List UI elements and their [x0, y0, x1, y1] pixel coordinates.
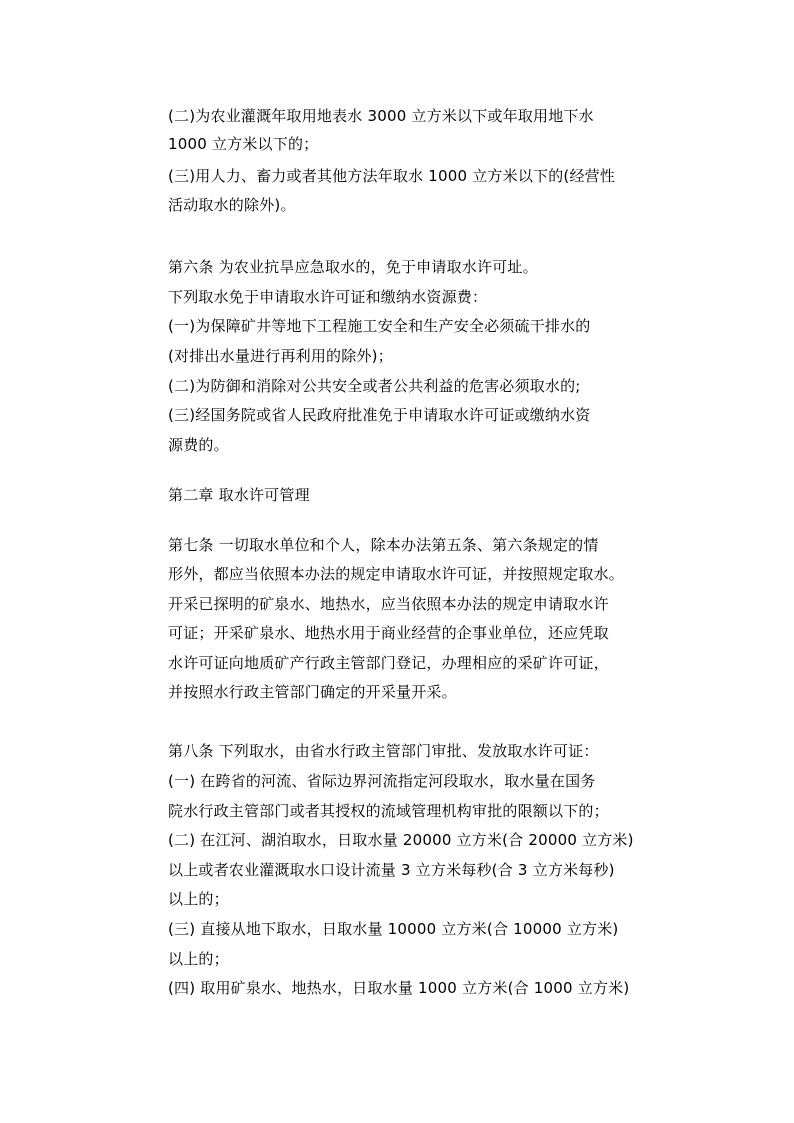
text-line: 可证；开采矿泉水、地热水用于商业经营的企事业单位，还应凭取	[168, 624, 609, 642]
text-line: (一)为保障矿井等地下工程施工安全和生产安全必须硫干排水的	[168, 317, 591, 335]
text-line: 开采已探明的矿泉水、地热水，应当依照本办法的规定申请取水许	[168, 595, 609, 613]
text-line: (二)为防御和消除对公共安全或者公共利益的危害必须取水的;	[168, 377, 581, 395]
text-line: 下列取水免于申请取水许可证和缴纳水资源费：	[168, 288, 488, 306]
text-line: 第六条 为农业抗旱应急取水的，免于申请取水许可址。	[168, 258, 538, 276]
text-line: 以上的；	[168, 950, 229, 968]
text-line: 并按照水行政主管部门确定的开采量开采。	[168, 683, 457, 701]
text-line: 以上或者农业灌溉取水口设计流量 3 立方米每秒(合 3 立方米每秒)	[168, 861, 615, 879]
text-line: (一) 在跨省的河流、省际边界河流指定河段取水，取水量在国务	[168, 772, 596, 790]
text-line: 第七条 一切取水单位和个人，除本办法第五条、第六条规定的情	[168, 536, 599, 554]
text-line: 源费的。	[168, 436, 229, 454]
text-line: (二) 在江河、湖泊取水，日取水量 20000 立方米(合 20000 立方米)	[168, 831, 634, 849]
text-line: (三)经国务院或省人民政府批准免于申请取水许可证或缴纳水资	[168, 406, 591, 424]
text-line: 形外，都应当依照本办法的规定申请取水许可证，并按照规定取水。	[168, 565, 625, 583]
text-line: 水许可证向地质矿产行政主管部门登记，办理相应的采矿许可证，	[168, 654, 609, 672]
text-line: 1000 立方米以下的；	[168, 135, 319, 153]
text-line: (三)用人力、畜力或者其他方法年取水 1000 立方米以下的(经营性	[168, 167, 616, 185]
text-line: (对排出水量进行再利用的除外)；	[168, 347, 393, 365]
text-line: 第八条 下列取水，由省水行政主管部门审批、发放取水许可证：	[168, 742, 599, 760]
text-line: 以上的；	[168, 890, 229, 908]
text-line: (二)为农业灌溉年取用地表水 3000 立方米以下或年取用地下水	[168, 107, 594, 125]
text-line: 院水行政主管部门或者其授权的流域管理机构审批的限额以下的；	[168, 802, 609, 820]
chapter-heading: 第二章 取水许可管理	[168, 486, 310, 504]
text-line: 活动取水的除外)。	[168, 196, 296, 214]
text-line: (三) 直接从地下取水，日取水量 10000 立方米(合 10000 立方米)	[168, 920, 619, 938]
text-line: (四) 取用矿泉水、地热水，日取水量 1000 立方米(合 1000 立方米)	[168, 979, 630, 997]
